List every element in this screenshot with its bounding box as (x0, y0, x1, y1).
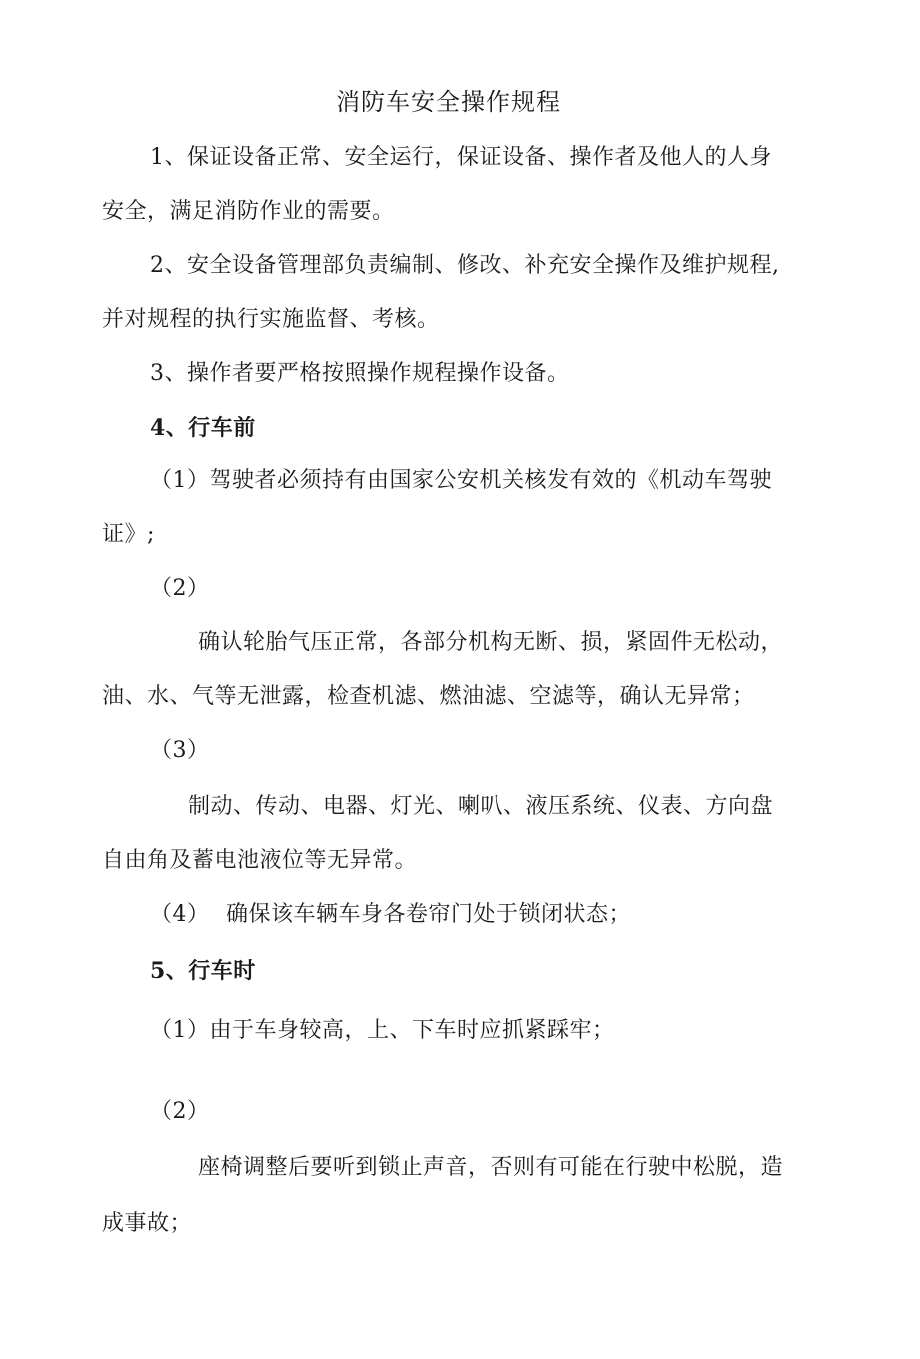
section-4-sub-3-line-2: 自由角及蓄电池液位等无异常。 (102, 848, 418, 873)
section-4-sub-4-text: 确保该车辆车身各卷帘门处于锁闭状态； (226, 902, 632, 927)
section-4-sub-4-marker: （4） (150, 902, 210, 927)
section-4-sub-1-line-1: （1）驾驶者必须持有由国家公安机关核发有效的《机动车驾驶 (150, 468, 772, 493)
section-5-sub-1-text: （1）由于车身较高，上、下车时应抓紧踩牢； (150, 1018, 615, 1043)
section-4-sub-1-line-2: 证》; (102, 522, 155, 547)
section-5-sub-2-line-1: 座椅调整后要听到锁止声音，否则有可能在行驶中松脱，造 (198, 1155, 784, 1180)
section-4-heading: 4、行车前 (150, 415, 256, 441)
document-title: 消防车安全操作规程 (336, 88, 561, 116)
item-2-line-2: 并对规程的执行实施监督、考核。 (102, 307, 440, 332)
section-5-sub-2-line-2: 成事故； (102, 1211, 193, 1236)
section-5-heading: 5、行车时 (150, 958, 256, 984)
item-3-line-1: 3、操作者要严格按照操作规程操作设备。 (150, 361, 570, 386)
section-4-sub-2-line-2: 油、水、气等无泄露，检查机滤、燃油滤、空滤等，确认无异常； (102, 684, 755, 709)
section-4-sub-3-line-1: 制动、传动、电器、灯光、喇叭、液压系统、仪表、方向盘 (188, 794, 774, 819)
item-1-line-1: 1、保证设备正常、安全运行，保证设备、操作者及他人的人身 (150, 145, 772, 170)
section-4-sub-3-marker: （3） (150, 738, 210, 763)
section-4-sub-2-marker: （2） (150, 576, 210, 601)
item-2-line-1: 2、安全设备管理部负责编制、修改、补充安全操作及维护规程, (150, 253, 780, 278)
section-4-sub-2-line-1: 确认轮胎气压正常，各部分机构无断、损，紧固件无松动， (198, 630, 784, 655)
section-5-sub-2-marker: （2） (150, 1099, 210, 1124)
item-1-line-2: 安全，满足消防作业的需要。 (102, 199, 395, 224)
